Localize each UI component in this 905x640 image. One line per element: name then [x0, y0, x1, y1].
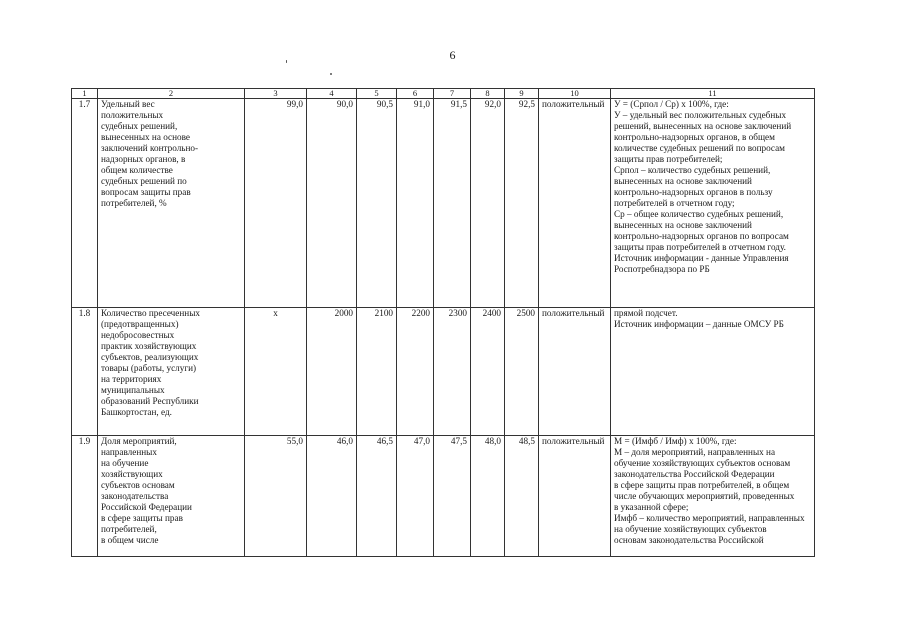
table-row: [72, 436, 815, 557]
formula-cell: [611, 308, 815, 436]
value-cell: 2200: [397, 308, 434, 436]
scan-speck: [286, 60, 287, 63]
indicator-name-text: Количество пресеченных (предотвращенных) недобросовестных практик хозяйствующих субъектов, реализующих товары (работы, услуги) на территориях муниципальных образований Республики Башкортостан, ед.: [101, 308, 200, 417]
value-cell: х: [245, 308, 307, 436]
header-row: [72, 89, 815, 99]
value-cell: 91,5: [434, 99, 471, 308]
header-cell: 2: [98, 89, 245, 99]
row-number: 1.9: [72, 436, 98, 557]
indicator-name-text: Доля мероприятий, направленных на обучение хозяйствующих субъектов основам законодательства Российской Федерации в сфере защиты прав потребителей, в общем числе: [101, 436, 192, 545]
value-cell: 2400: [471, 308, 505, 436]
scan-speck: [330, 73, 332, 75]
trend-cell: положительный: [539, 436, 611, 557]
value-cell: 2100: [357, 308, 397, 436]
header-cell: 3: [245, 89, 307, 99]
value-cell: 46,0: [307, 436, 357, 557]
value-cell: 90,5: [357, 99, 397, 308]
indicator-name: [98, 436, 245, 557]
row-number: 1.7: [72, 99, 98, 308]
page-number: 6: [449, 48, 456, 62]
table-row: [72, 99, 815, 308]
indicator-name: [98, 308, 245, 436]
row-number: 1.8: [72, 308, 98, 436]
header-cell: 1: [72, 89, 98, 99]
value-cell: 91,0: [397, 99, 434, 308]
indicator-name-text: Удельный вес положительных судебных решений, вынесенных на основе заключений контрольно- надзорных органов, в общем количестве судебных решений по вопросам защиты прав потребителей, %: [101, 99, 199, 208]
value-cell: 90,0: [307, 99, 357, 308]
header-cell: 11: [611, 89, 815, 99]
formula-cell: [611, 436, 815, 557]
formula-text: прямой подсчет. Источник информации – данные ОМСУ РБ: [614, 308, 784, 329]
trend-cell: положительный: [539, 99, 611, 308]
formula-text: М = (Имфб / Имф) х 100%, где: М – доля мероприятий, направленных на обучение хозяйствующих субъектов основам законодательства Российской Федерации в сфере защиты прав потребителей, в общем числе обучающих мероприятий, проведенных в указанной сфере; Имфб – количество мероприятий, направленных на обучение хозяйствующих субъектов основам законодательства Российской: [614, 436, 805, 545]
header-cell: 10: [539, 89, 611, 99]
header-cell: 5: [357, 89, 397, 99]
header-cell: 4: [307, 89, 357, 99]
header-cell: 8: [471, 89, 505, 99]
formula-text: У = (Српол / Ср) х 100%, где: У – удельный вес положительных судебных решений, вынесенных на основе заключений контрольно-надзорных органов, в общем количестве судебных решений по вопросам защиты прав потребителей; Српол – количество судебных решений, вынесенных на основе заключений контрольно-надзорных органов в пользу потребителей в отчетном году; Ср – общее количество судебных решений, вынесенных на основе заключений контрольно-надзорных органов по вопросам защиты прав потребителей в отчетном году. Источник информации - данные Управления Роспотребнадзора по РБ: [614, 99, 792, 274]
value-cell: 2500: [505, 308, 539, 436]
value-cell: 92,5: [505, 99, 539, 308]
value-cell: 47,5: [434, 436, 471, 557]
value-cell: 46,5: [357, 436, 397, 557]
formula-cell: [611, 99, 815, 308]
value-cell: 99,0: [245, 99, 307, 308]
header-cell: 6: [397, 89, 434, 99]
indicators-table: [71, 88, 815, 557]
table-row: [72, 308, 815, 436]
header-cell: 9: [505, 89, 539, 99]
value-cell: 47,0: [397, 436, 434, 557]
value-cell: 48,5: [505, 436, 539, 557]
value-cell: 48,0: [471, 436, 505, 557]
trend-cell: положительный: [539, 308, 611, 436]
value-cell: 2300: [434, 308, 471, 436]
indicator-name: [98, 99, 245, 308]
header-cell: 7: [434, 89, 471, 99]
value-cell: 92,0: [471, 99, 505, 308]
value-cell: 55,0: [245, 436, 307, 557]
value-cell: 2000: [307, 308, 357, 436]
